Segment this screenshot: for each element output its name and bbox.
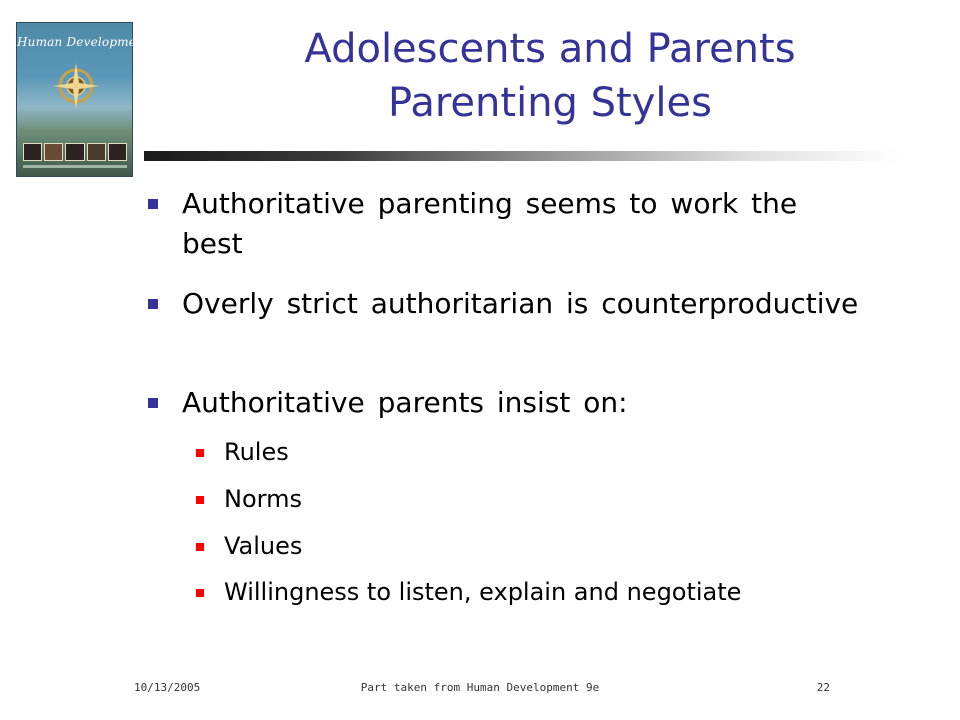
sub-bullet-square-icon [196,543,204,551]
sub-bullet-text: Norms [224,485,302,513]
slide-number: 22 [816,681,830,694]
bullet-item [148,184,868,264]
title-line-1: Adolescents and Parents [304,26,796,72]
footer-date: 10/13/2005 [134,681,201,694]
sub-bullet-item [196,435,876,469]
sub-bullet-item [196,575,876,609]
sub-bullet-text: Willingness to listen, explain and negotiate [224,578,742,606]
sub-bullet-square-icon [196,589,204,597]
bullet-text: Authoritative parents insist on: [182,386,628,419]
footer-source: Part taken from Human Development 9e [360,681,600,694]
bullet-square-icon [148,299,158,309]
sub-bullet-item [196,529,876,563]
bullet-item [148,383,868,423]
sub-bullet-square-icon [196,496,204,504]
bullet-square-icon [148,398,158,408]
sub-bullet-square-icon [196,449,204,457]
sub-bullet-text: Rules [224,438,289,466]
cover-title: Human Development [17,35,150,49]
title-line-2: Parenting Styles [388,80,712,126]
bullet-text: Authoritative parenting seems to work the best [182,187,798,260]
sub-bullet-text: Values [224,532,303,560]
bullet-text: Overly strict authoritarian is counterproductive [182,287,859,320]
bullet-item [148,284,868,324]
sub-bullet-item [196,482,876,516]
bullet-square-icon [148,199,158,209]
